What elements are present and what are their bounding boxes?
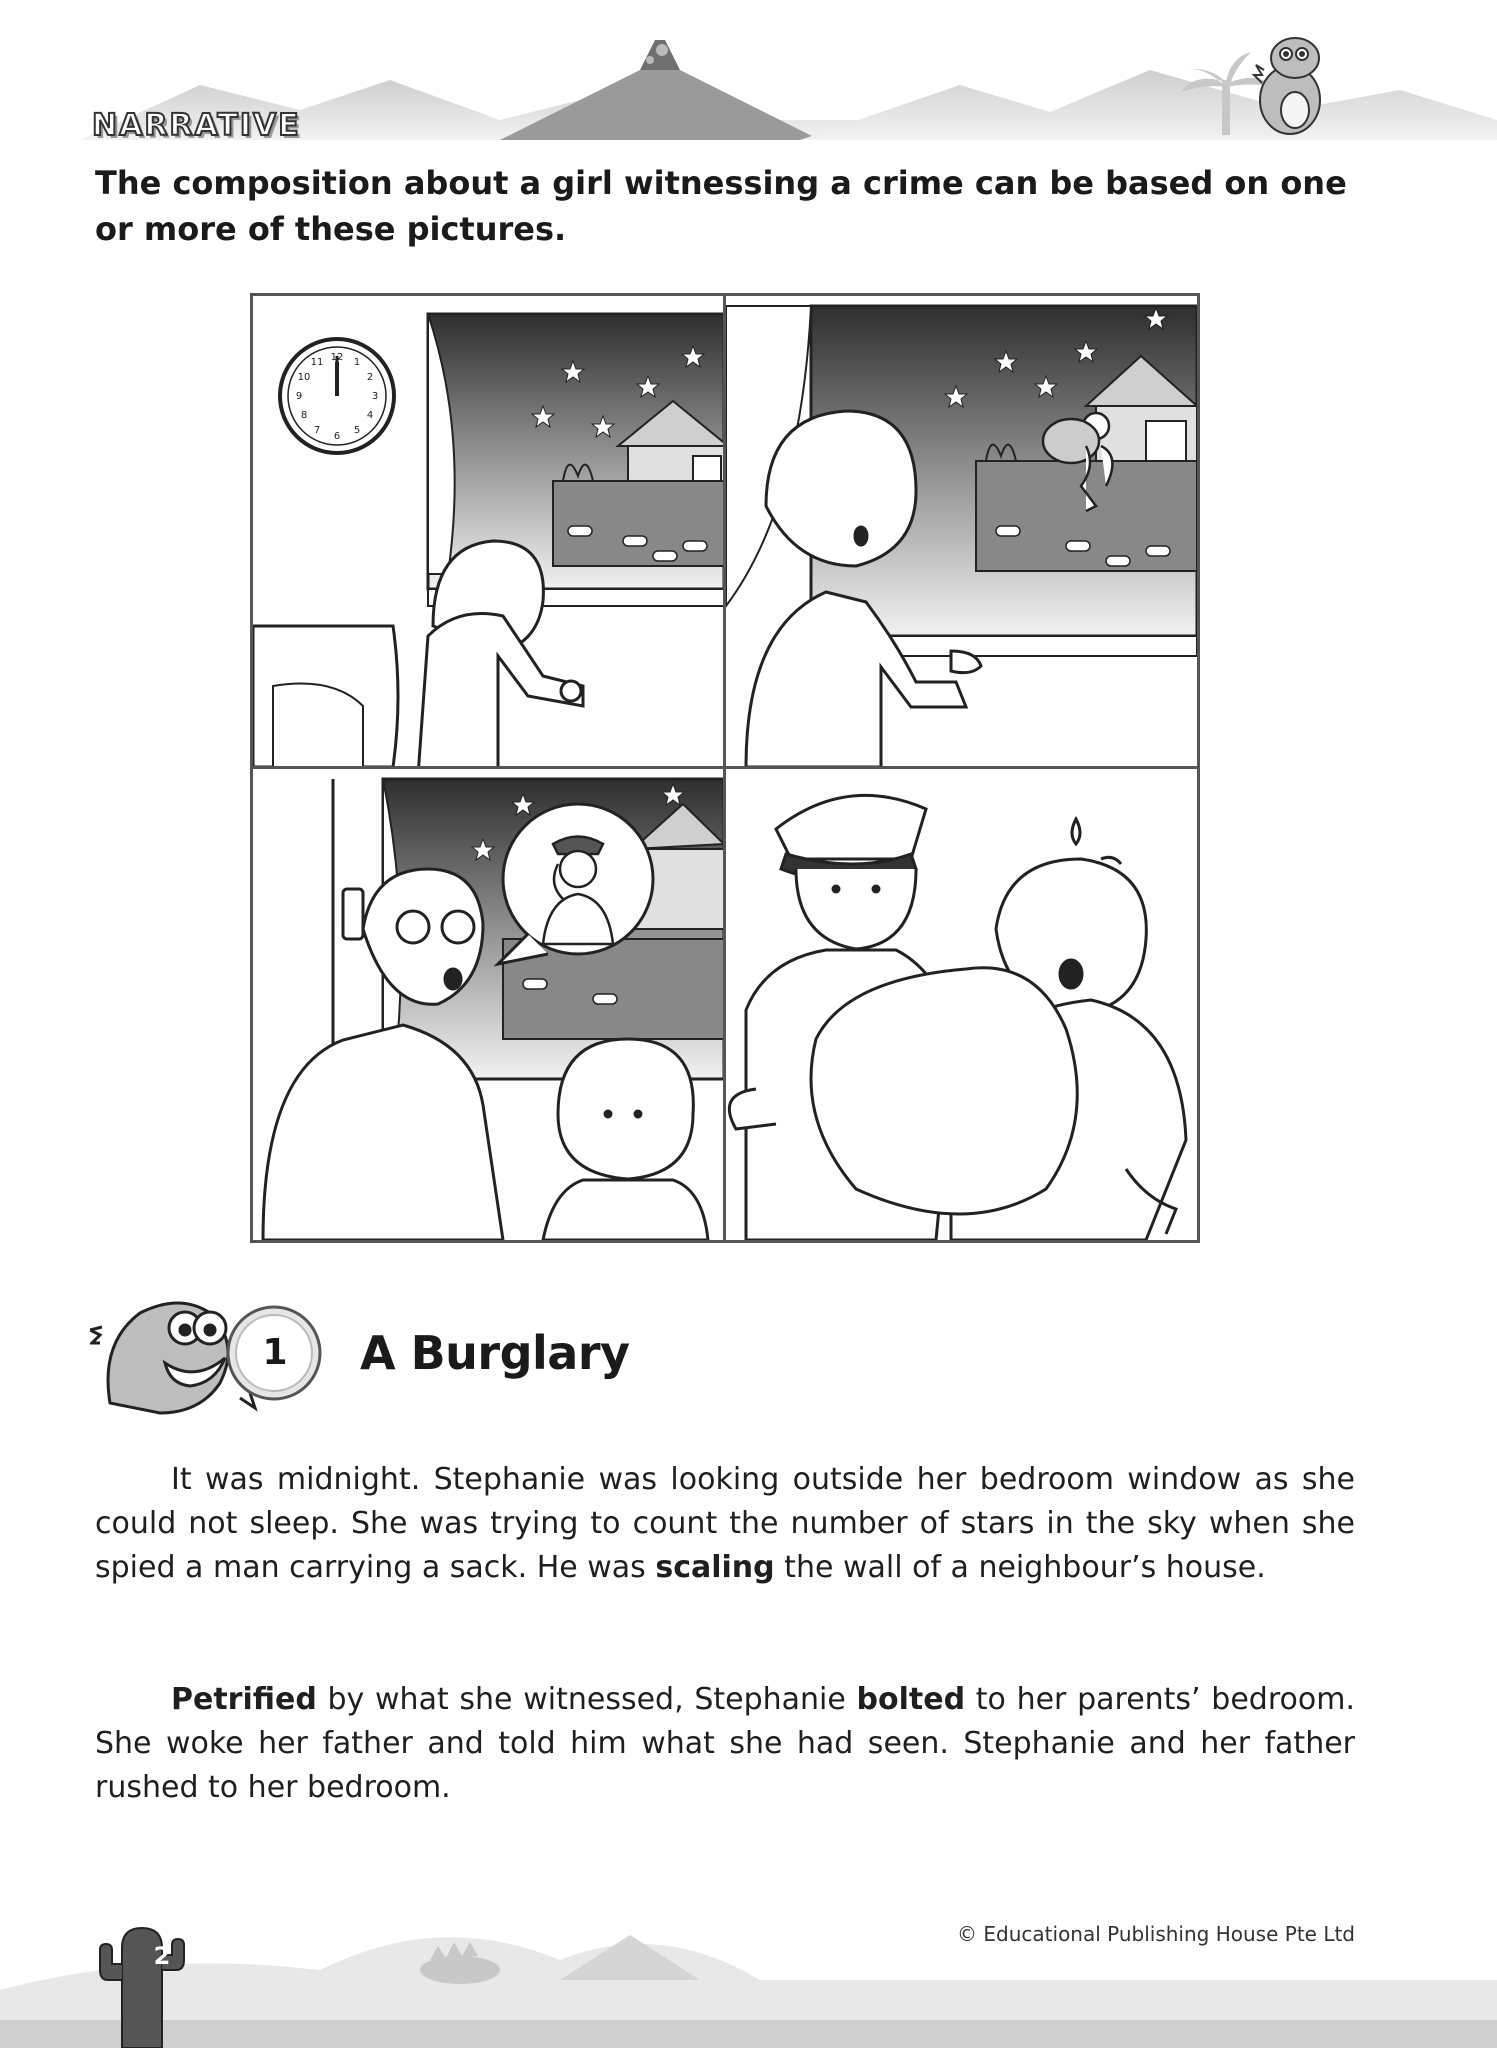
paragraph-1-text-end: the wall of a neighbour’s house. — [774, 1550, 1266, 1585]
section-label: NARRATIVE — [92, 108, 301, 143]
clock-numeral: 4 — [366, 410, 374, 421]
clock-numeral: 8 — [300, 410, 308, 421]
paragraph-1 — [95, 1458, 1355, 1590]
clock-numeral: 12 — [330, 352, 344, 363]
clock-numeral: 6 — [333, 431, 341, 442]
panel-father-calls-police — [250, 766, 727, 1243]
bold-word-scaling: scaling — [655, 1550, 775, 1585]
panel-girl-at-window — [250, 293, 727, 770]
paragraph-1-text: It was midnight. Stephanie was looking outside her bedroom window as she could not sleep. She was trying to count the number of stars in the sky when she spied a man carrying a sack. He was — [95, 1462, 1355, 1585]
paragraph-2 — [95, 1678, 1355, 1810]
clock-numeral: 2 — [366, 372, 374, 383]
clock-numeral: 1 — [353, 357, 361, 368]
picture-grid — [250, 293, 1200, 1243]
panel-girl-sees-burglar — [723, 293, 1200, 770]
girl-worried-icon — [543, 1039, 708, 1240]
paragraph-2-text-end: to her parents’ bedroom. She woke her father and told him what she had seen. Stephanie and her father rushed to her bedroom. — [95, 1682, 1355, 1805]
copyright-text: © Educational Publishing House Pte Ltd — [957, 1922, 1355, 1946]
clock-numeral: 3 — [371, 391, 379, 402]
clock-numeral: 7 — [313, 425, 321, 436]
clock-numeral: 11 — [310, 357, 324, 368]
clock-numeral: 10 — [297, 372, 311, 383]
intro-text: The composition about a girl witnessing a crime can be based on one or more of these pictures. — [95, 164, 1347, 248]
sack-icon — [811, 968, 1077, 1214]
panel-police-arrests-burglar — [723, 766, 1200, 1243]
page-number: 2 — [153, 1942, 171, 1970]
footer-scenery — [0, 1870, 1497, 2048]
section-title: A Burglary — [360, 1326, 630, 1380]
clock-numeral: 5 — [353, 425, 361, 436]
bold-word-bolted: bolted — [856, 1682, 966, 1717]
paragraph-2-text: by what she witnessed, Stephanie — [316, 1682, 857, 1717]
bold-word-petrified: Petrified — [171, 1682, 317, 1717]
clock-numeral: 9 — [295, 391, 303, 402]
section-number: 1 — [262, 1332, 288, 1373]
